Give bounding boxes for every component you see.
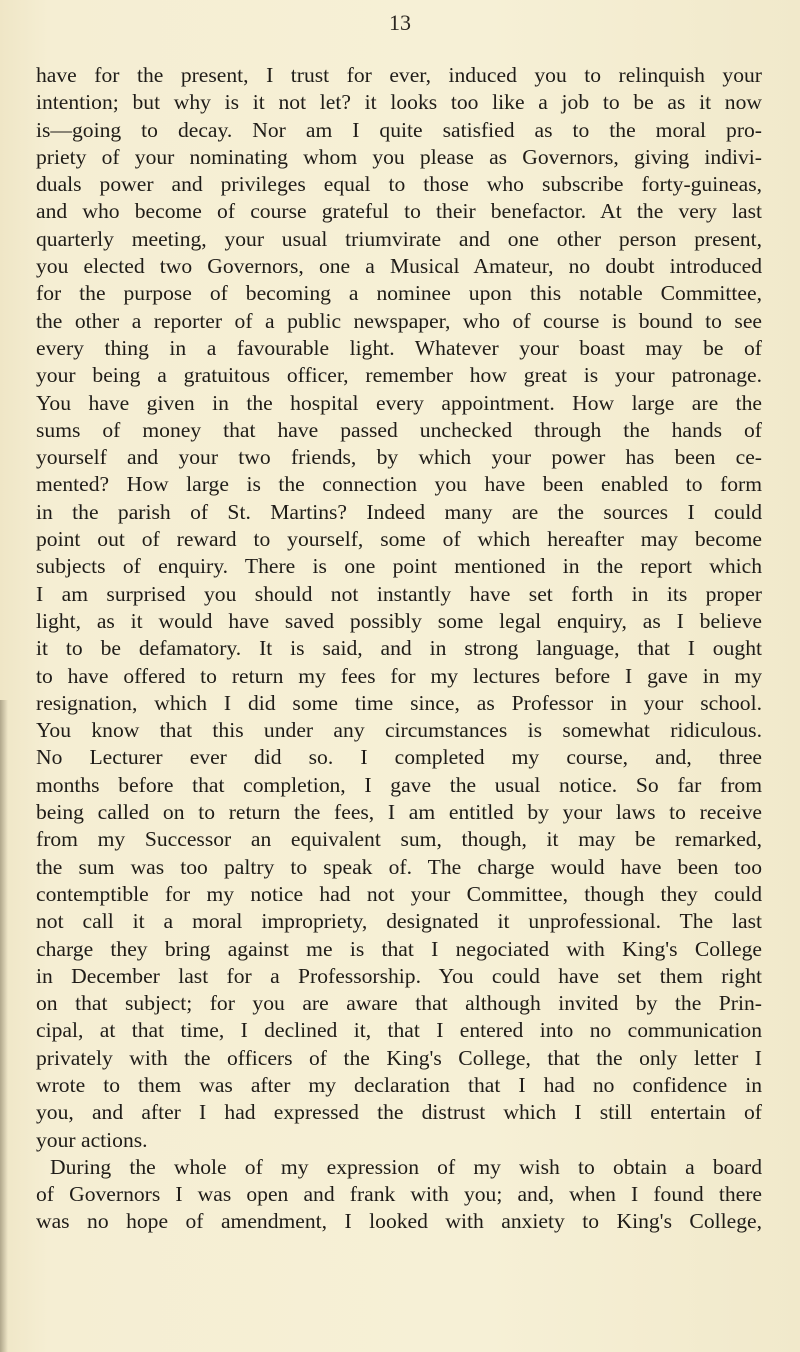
text-line: not call it a moral impropriety, designated it unprofessional. The last	[36, 909, 762, 934]
text-line: resignation, which I did some time since, as Professor in your school.	[36, 690, 762, 715]
text-line: is—going to decay. Nor am I quite satisfied as to the moral pro-	[36, 117, 762, 142]
text-line: to have offered to return my fees for my lectures before I gave in my	[36, 663, 762, 688]
text-line: have for the present, I trust for ever, induced you to relinquish your	[36, 63, 762, 87]
text-line: every thing in a favourable light. Whatever your boast may be of	[36, 335, 762, 360]
text-line: You know that this under any circumstances is somewhat ridiculous.	[36, 718, 762, 743]
text-line: the sum was too paltry to speak of. The charge would have been too	[36, 854, 762, 879]
text-line: subjects of enquiry. There is one point mentioned in the report which	[36, 554, 762, 579]
text-line: you, and after I had expressed the distrust which I still entertain of	[36, 1100, 762, 1125]
text-line: months before that completion, I gave the usual notice. So far from	[36, 772, 762, 797]
text-line: was no hope of amendment, I looked with anxiety to King's College,	[36, 1209, 762, 1234]
text-line: in the parish of St. Martins? Indeed many are the sources I could	[36, 499, 762, 524]
text-line: you elected two Governors, one a Musical Amateur, no doubt introduced	[36, 254, 762, 279]
text-line: your being a gratuitous officer, remember how great is your patronage.	[36, 363, 762, 388]
text-line: in December last for a Professorship. You could have set them right	[36, 963, 762, 988]
text-line: and who become of course grateful to their benefactor. At the very last	[36, 199, 762, 224]
text-line: yourself and your two friends, by which your power has been ce-	[36, 445, 762, 470]
text-line: priety of your nominating whom you please as Governors, giving indivi-	[36, 144, 762, 169]
text-line: cipal, at that time, I declined it, that I entered into no communication	[36, 1018, 762, 1043]
body-text	[36, 62, 762, 1236]
text-line: duals power and privileges equal to those who subscribe forty-guineas,	[36, 172, 762, 197]
text-line: I am surprised you should not instantly have set forth in its proper	[36, 581, 762, 606]
text-line: light, as it would have saved possibly some legal enquiry, as I believe	[36, 608, 762, 633]
text-line: the other a reporter of a public newspaper, who of course is bound to see	[36, 308, 762, 333]
text-line: intention; but why is it not let? it looks too like a job to be as it now	[36, 90, 762, 115]
text-line: wrote to them was after my declaration that I had no confidence in	[36, 1072, 762, 1097]
text-line: sums of money that have passed unchecked through the hands of	[36, 417, 762, 442]
text-line: of Governors I was open and frank with you; and, when I found there	[36, 1182, 762, 1207]
text-line: mented? How large is the connection you have been enabled to form	[36, 472, 762, 497]
text-line: charge they bring against me is that I negociated with King's College	[36, 936, 762, 961]
text-line: privately with the officers of the King's College, that the only letter I	[36, 1045, 762, 1070]
text-line: No Lecturer ever did so. I completed my course, and, three	[36, 745, 762, 770]
text-line: your actions.	[36, 1127, 148, 1152]
page-number: 13	[389, 10, 411, 35]
text-line: You have given in the hospital every appointment. How large are the	[36, 390, 762, 415]
text-line: contemptible for my notice had not your Committee, though they could	[36, 881, 762, 906]
text-line: During the whole of my expression of my wish to obtain a board	[50, 1154, 762, 1179]
text-line: it to be defamatory. It is said, and in strong language, that I ought	[36, 636, 762, 661]
text-line: being called on to return the fees, I am entitled by your laws to receive	[36, 800, 762, 825]
text-line: for the purpose of becoming a nominee upon this notable Committee,	[36, 281, 762, 306]
text-line: point out of reward to yourself, some of which hereafter may become	[36, 527, 762, 552]
page-edge-shadow	[0, 700, 8, 1352]
text-line: quarterly meeting, your usual triumvirate and one other person present,	[36, 226, 762, 251]
text-line: on that subject; for you are aware that although invited by the Prin-	[36, 991, 762, 1016]
text-line: from my Successor an equivalent sum, though, it may be remarked,	[36, 827, 762, 852]
